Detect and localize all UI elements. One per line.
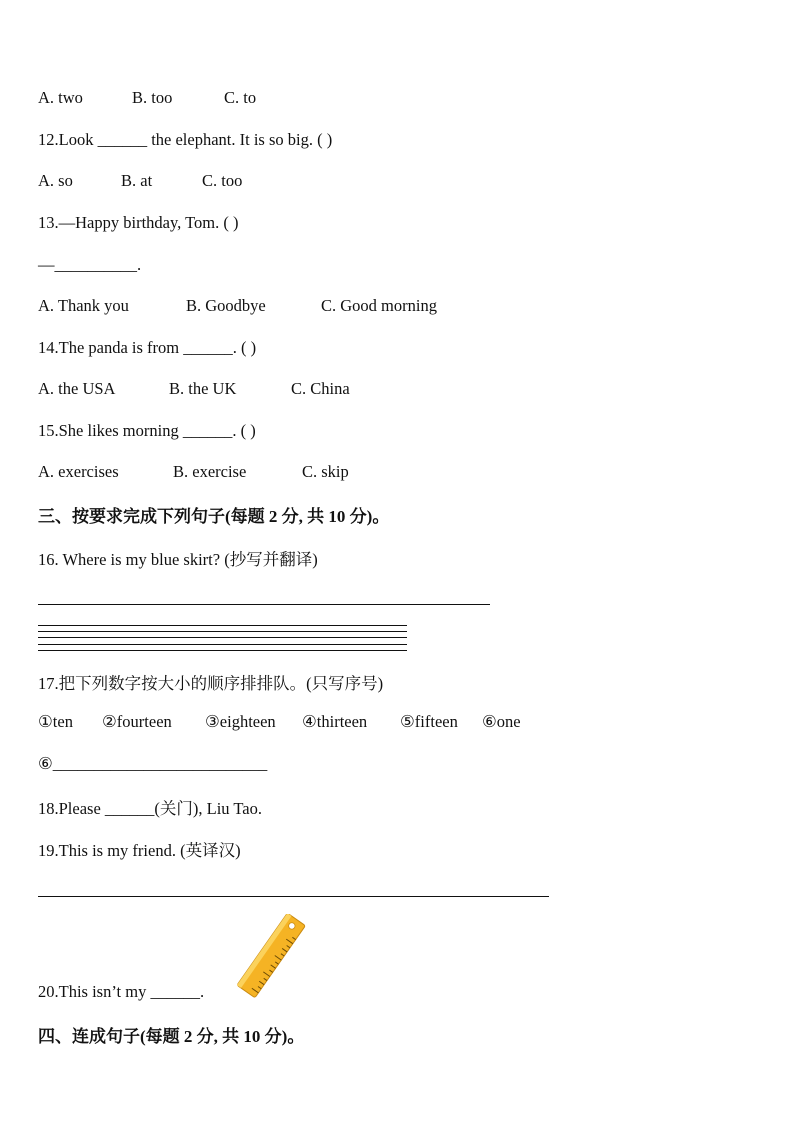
q18-question: 18.Please ______(关门), Liu Tao.: [38, 799, 263, 818]
q14-question: 14.The panda is from ______. ( ): [38, 338, 257, 357]
q16-writing-line-2: [38, 631, 407, 632]
q19-question: 19.This is my friend. (英译汉): [38, 841, 241, 860]
q11-option-c: C. to: [224, 88, 257, 107]
q12-option-b: B. at: [121, 171, 153, 190]
q16-writing-line-4: [38, 644, 407, 645]
q20-question: 20.This isn’t my ______.: [38, 982, 205, 1001]
q14-option-c: C. China: [291, 379, 350, 398]
q14-option-a: A. the USA: [38, 379, 116, 398]
q19-answer-line: [38, 896, 549, 897]
q13-question: 13.—Happy birthday, Tom. ( ): [38, 213, 239, 232]
section-3-heading: 三、按要求完成下列句子(每题 2 分, 共 10 分)。: [38, 507, 390, 526]
q15-question: 15.She likes morning ______. ( ): [38, 421, 256, 440]
q17-item-2: ②fourteen: [102, 712, 172, 731]
q16-writing-line-5: [38, 650, 407, 651]
q14-option-b: B. the UK: [169, 379, 237, 398]
q12-question: 12.Look ______ the elephant. It is so big. ( ): [38, 130, 333, 149]
q13-option-a: A. Thank you: [38, 296, 129, 315]
q17-answer-line: ⑥__________________________: [38, 754, 268, 773]
q12-option-a: A. so: [38, 171, 73, 190]
q15-option-a: A. exercises: [38, 462, 119, 481]
section-4-heading: 四、连成句子(每题 2 分, 共 10 分)。: [38, 1027, 305, 1046]
q13-answer-line: —__________.: [38, 255, 142, 274]
q17-item-3: ③eighteen: [205, 712, 276, 731]
q16-question: 16. Where is my blue skirt? (抄写并翻译): [38, 550, 318, 569]
q17-item-6: ⑥one: [482, 712, 521, 731]
q17-item-4: ④thirteen: [302, 712, 368, 731]
q15-option-c: C. skip: [302, 462, 349, 481]
q16-writing-line-1: [38, 625, 407, 626]
q13-option-b: B. Goodbye: [186, 296, 266, 315]
q17-item-1: ①ten: [38, 712, 73, 731]
q11-option-b: B. too: [132, 88, 173, 107]
q11-option-a: A. two: [38, 88, 83, 107]
q13-option-c: C. Good morning: [321, 296, 437, 315]
q15-option-b: B. exercise: [173, 462, 247, 481]
q17-question: 17.把下列数字按大小的顺序排排队。(只写序号): [38, 674, 384, 693]
q17-item-5: ⑤fifteen: [400, 712, 458, 731]
q16-answer-line: [38, 604, 490, 605]
q16-writing-line-3: [38, 637, 407, 638]
q12-option-c: C. too: [202, 171, 243, 190]
ruler-icon: [234, 914, 310, 1003]
